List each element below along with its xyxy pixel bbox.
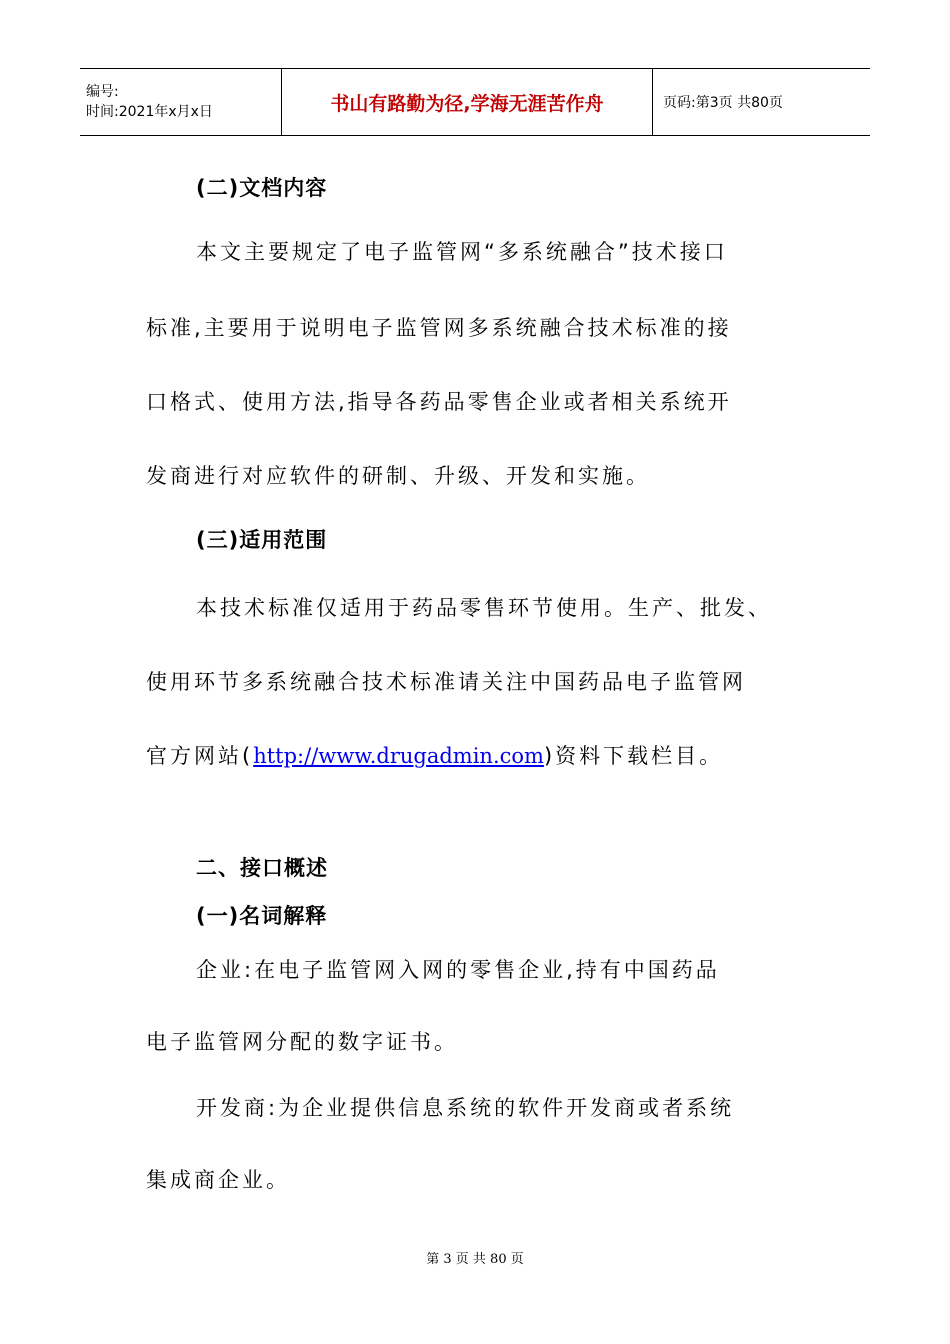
header-page-info — [653, 69, 870, 135]
drugadmin-website-link[interactable]: http://www.drugadmin.com — [253, 744, 544, 768]
document-number-label: 编号: — [86, 84, 119, 100]
page-footer — [0, 1248, 950, 1267]
section-heading-scope: (三)适用范围 — [196, 528, 328, 552]
paragraph-line: 电子监管网分配的数字证书。 — [146, 1030, 458, 1054]
paragraph-line: 本文主要规定了电子监管网“多系统融合”技术接口 — [196, 240, 728, 264]
paragraph-text: )资料下载栏目。 — [543, 744, 724, 768]
header-motto — [281, 69, 653, 135]
paragraph-line: 企业:在电子监管网入网的零售企业,持有中国药品 — [196, 958, 720, 982]
paragraph-line: 标准,主要用于说明电子监管网多系统融合技术标准的接 — [146, 316, 732, 340]
paragraph-text: 官方网站( — [146, 744, 254, 768]
paragraph-line: 口格式、使用方法,指导各药品零售企业或者相关系统开 — [146, 390, 732, 414]
document-date: 时间:2021年x月x日 — [86, 104, 213, 120]
section-heading-terms: (一)名词解释 — [196, 904, 328, 928]
chapter-heading-interface-overview: 二、接口概述 — [196, 856, 328, 880]
paragraph-line: 发商进行对应软件的研制、升级、开发和实施。 — [146, 464, 650, 488]
page-header — [80, 68, 870, 136]
paragraph-line: 集成商企业。 — [146, 1168, 290, 1192]
footer-page-number: 第 3 页 共 80 页 — [426, 1252, 524, 1267]
header-left — [80, 69, 281, 135]
paragraph-line-with-link — [146, 740, 826, 770]
header-page-number: 页码:第3页 共80页 — [663, 95, 783, 111]
paragraph-line: 本技术标准仅适用于药品零售环节使用。生产、批发、 — [196, 596, 772, 620]
paragraph-line: 使用环节多系统融合技术标准请关注中国药品电子监管网 — [146, 670, 746, 694]
motto-text: 书山有路勤为径,学海无涯苦作舟 — [330, 92, 604, 115]
section-heading-doc-content: (二)文档内容 — [196, 176, 328, 200]
paragraph-line: 开发商:为企业提供信息系统的软件开发商或者系统 — [196, 1096, 735, 1120]
